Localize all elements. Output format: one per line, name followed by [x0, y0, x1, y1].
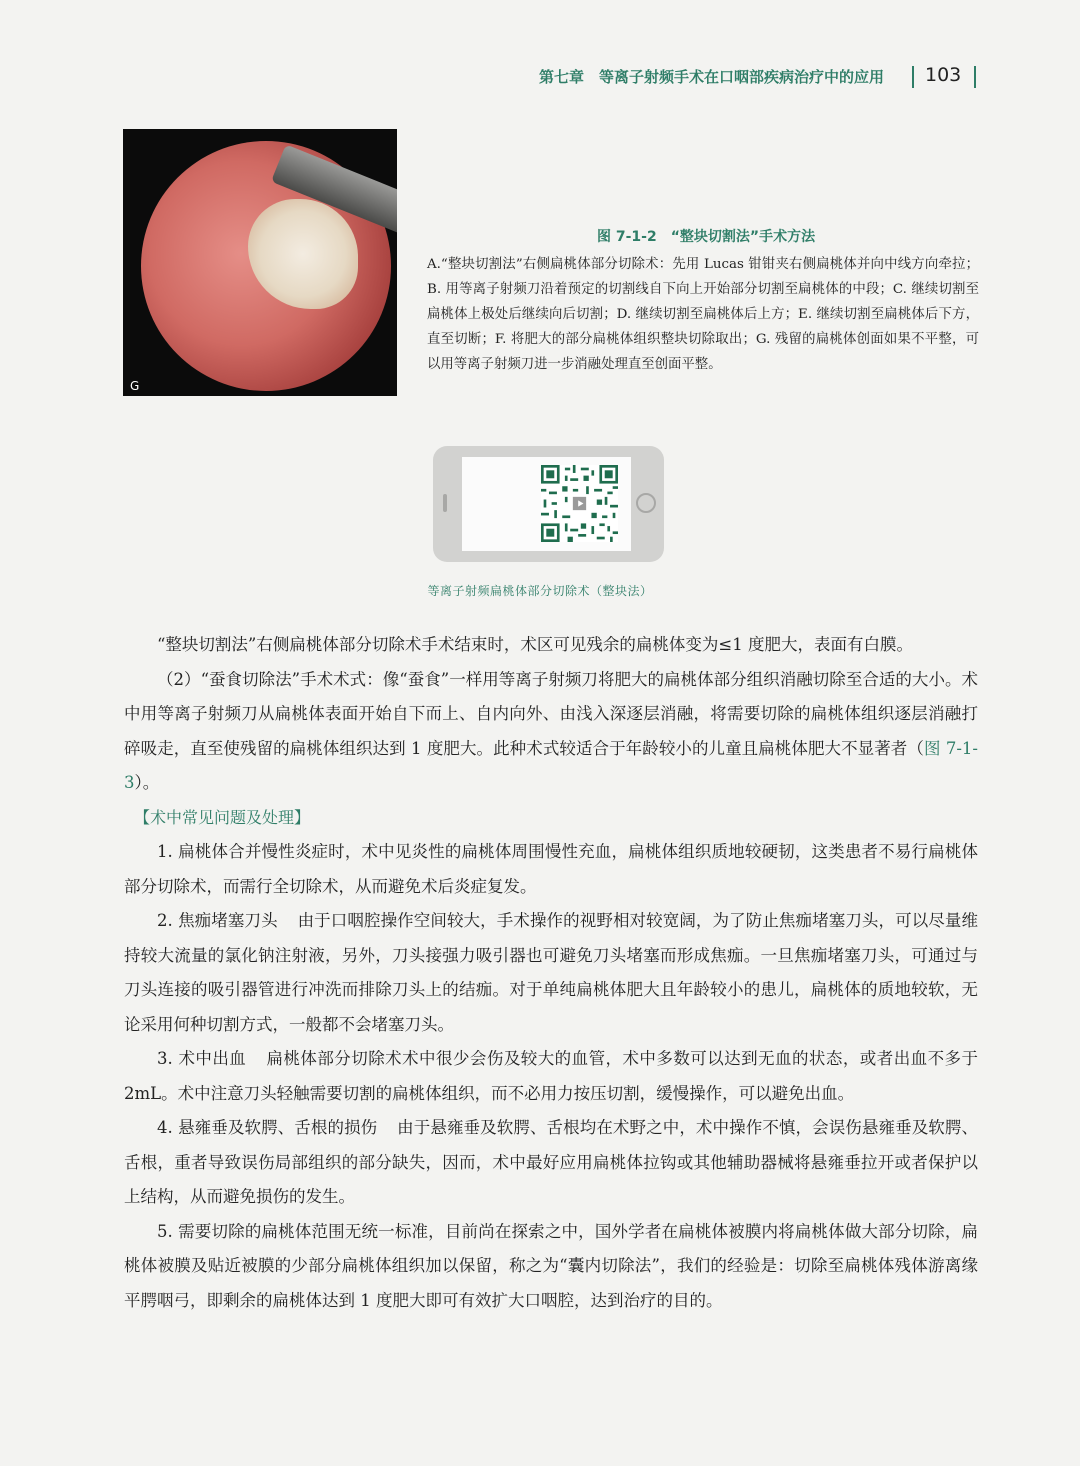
main-text	[124, 628, 978, 1318]
list-item-title: 3. 术中出血	[157, 1049, 247, 1068]
paragraph-end: ）。	[134, 773, 160, 792]
video-caption: 等离子射频扁桃体部分切除术（整块法）	[427, 584, 653, 598]
paragraph-text: （2）“蚕食切除法”手术术式：像“蚕食”一样用等离子射频刀将肥大的扁桃体部分组织消融切除至合适的大小。术中用等离子射频刀从扁桃体表面开始自下而上、自内向外、由浅入深逐层消融，将需要切除的扁桃体组织逐层消融打碎吸走，直至使残留的扁桃体组织达到 1 度肥大。此种术式较适合于年龄较小的儿童且扁桃体肥大不显著者（	[124, 669, 978, 758]
section-heading: 【术中常见问题及处理】	[134, 807, 311, 827]
figure-caption-title: 图 7-1-2 “整块切割法”手术方法	[597, 229, 816, 245]
list-item-title: 2. 焦痂堵塞刀头	[157, 911, 278, 930]
panel-letter: G	[130, 379, 140, 393]
list-item	[124, 904, 978, 1042]
figure-reference-link[interactable]: 图 7-1-3	[124, 738, 978, 792]
video-qr-phone[interactable]	[433, 446, 664, 562]
phone-home-button	[636, 493, 656, 513]
list-item-text: 由于悬雍垂及软腭、舌根均在术野之中，术中操作不慎，会误伤悬雍垂及软腭、舌根，重者导致误伤局部组织的部分缺失，因而，术中最好应用扁桃体拉钩或其他辅助器械将悬雍垂拉开或者保护以上结构，从而避免损伤的发生。	[124, 1118, 978, 1206]
list-item: 5. 需要切除的扁桃体范围无统一标准，目前尚在探索之中，国外学者在扁桃体被膜内将扁桃体做大部分切除，扁桃体被膜及贴近被膜的少部分扁桃体组织加以保留，称之为“囊内切除法”，我们的经验是：切除至扁桃体残体游离缘平腭咽弓，即剩余的扁桃体达到 1 度肥大即可有效扩大口咽腔，达到治疗的目的。	[124, 1221, 978, 1310]
list-item-title: 4. 悬雍垂及软腭、舌根的损伤	[157, 1118, 378, 1137]
phone-screen	[462, 457, 631, 551]
header-divider-left	[912, 66, 914, 88]
paragraph	[124, 663, 978, 801]
chapter-title: 第七章 等离子射频手术在口咽部疾病治疗中的应用	[538, 68, 884, 86]
list-item	[124, 1111, 978, 1215]
page-number: 103	[925, 64, 962, 86]
paragraph: “整块切割法”右侧扁桃体部分切除术手术结束时，术区可见残余的扁桃体变为≤1 度肥大，表面有白膜。	[157, 635, 913, 654]
list-item	[124, 1042, 978, 1111]
endoscopic-figure-g	[123, 129, 397, 396]
figure-caption-text: A.“整块切割法”右侧扁桃体部分切除术：先用 Lucas 钳钳夹右侧扁桃体并向中线方向牵拉；B. 用等离子射频刀沿着预定的切割线自下向上开始部分切割至扁桃体的中段；C. 继续切割至扁桃体上极处后继续向后切割；D. 继续切割至扁桃体后上方；E. 继续切割至扁桃体后下方，直至切断；F. 将肥大的部分扁桃体组织整块切除取出；G. 残留的扁桃体创面如果不平整，可以用等离子射频刀进一步消融处理直至创面平整。	[427, 257, 979, 372]
list-item: 1. 扁桃体合并慢性炎症时，术中见炎性的扁桃体周围慢性充血，扁桃体组织质地较硬韧，这类患者不易行扁桃体部分切除术，而需行全切除术，从而避免术后炎症复发。	[124, 842, 978, 896]
list-item-text: 由于口咽腔操作空间较大，手术操作的视野相对较宽阔，为了防止焦痂堵塞刀头，可以尽量维持较大流量的氯化钠注射液，另外，刀头接强力吸引器也可避免刀头堵塞而形成焦痂。一旦焦痂堵塞刀头，可通过与刀头连接的吸引器管进行冲洗而排除刀头上的结痂。对于单纯扁桃体肥大且年龄较小的患儿，扁桃体的质地较软，无论采用何种切割方式，一般都不会堵塞刀头。	[124, 911, 979, 1034]
figure-caption	[427, 226, 979, 377]
phone-speaker	[443, 494, 447, 512]
list-item-text: 扁桃体部分切除术术中很少会伤及较大的血管，术中多数可以达到无血的状态，或者出血不多于 2mL。术中注意刀头轻触需要切割的扁桃体组织，而不必用力按压切割，缓慢操作，可以避免出血。	[124, 1049, 978, 1103]
header-divider-right	[974, 66, 976, 88]
running-header	[0, 62, 1080, 92]
qr-code-icon[interactable]	[541, 465, 618, 542]
